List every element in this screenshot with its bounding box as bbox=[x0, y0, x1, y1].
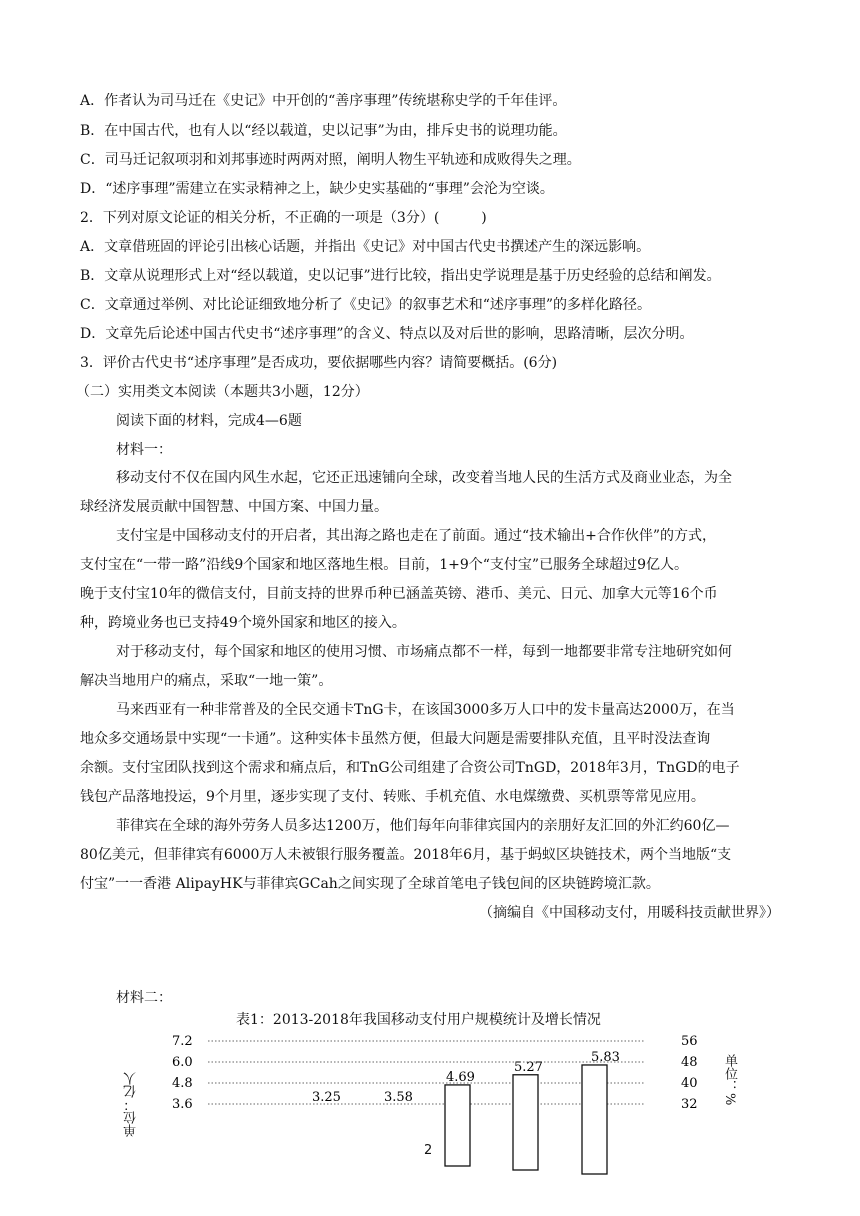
text-line: 马来西亚有一种非常普及的全民交通卡TnG卡，在该国3000多万人口中的发卡量高达2000万，在当 bbox=[116, 702, 735, 718]
y-axis-label-right: 单位：% bbox=[722, 1054, 737, 1106]
text-line: 支付宝是中国移动支付的开启者，其出海之路也走在了前面。通过“技术输出+合作伙伴”的方式， bbox=[116, 528, 717, 544]
data-label: 4.69 bbox=[446, 1069, 475, 1085]
bar bbox=[582, 1065, 607, 1174]
text-line: 球经济发展贡献中国智慧、中国方案、中国力量。 bbox=[80, 499, 388, 515]
y2-tick-label: 40 bbox=[681, 1076, 698, 1091]
y2-tick-label: 48 bbox=[681, 1055, 698, 1070]
y-tick-label: 7.2 bbox=[172, 1034, 193, 1049]
text-line: 余额。支付宝团队找到这个需求和痛点后，和TnG公司组建了合资公司TnGD，2018年3月，TnGD的电子 bbox=[80, 760, 740, 776]
y-axis-label-left: 单位：亿人 bbox=[124, 1072, 139, 1137]
text-line: 2．下列对原文论证的相关分析，不正确的一项是（3分）( ) bbox=[80, 210, 487, 226]
text-line: D．文章先后论述中国古代史书“述序事理”的含义、特点以及对后世的影响，思路清晰，层次分明。 bbox=[80, 326, 694, 342]
text-line: 材料一： bbox=[116, 442, 172, 458]
data-label: 3.25 bbox=[312, 1090, 341, 1105]
text-line: 钱包产品落地投运，9个月里，逐步实现了支付、转账、手机充值、水电煤缴费、买机票等常见应用。 bbox=[80, 789, 705, 805]
data-label: 5.27 bbox=[514, 1059, 543, 1075]
y-tick-label: 6.0 bbox=[172, 1055, 193, 1070]
text-line: A．作者认为司马迁在《史记》中开创的“善序事理”传统堪称史学的千年佳评。 bbox=[80, 93, 567, 109]
y-tick-label: 3.6 bbox=[172, 1097, 193, 1112]
text-line: 付宝”一一香港 AlipayHK与菲律宾GCah之间实现了全球首笔电子钱包间的区块链跨境汇款。 bbox=[80, 876, 660, 892]
text-line: （二）实用类文本阅读（本题共3小题，12分） bbox=[76, 384, 369, 400]
text-line: 材料二： bbox=[116, 990, 172, 1006]
text-line: 阅读下面的材料，完成4—6题 bbox=[116, 413, 302, 429]
text-line: 晚于支付宝10年的微信支付，目前支持的世界币种已涵盖英镑、港币、美元、日元、加拿大元等16个币 bbox=[80, 586, 718, 602]
text-line: 种，跨境业务也已支持49个境外国家和地区的接入。 bbox=[80, 615, 406, 631]
text-line: B．文章从说理形式上对“经以载道，史以记事”进行比较，指出史学说理是基于历史经验的总结和阐发。 bbox=[80, 268, 721, 284]
text-line: 3．评价古代史书“述序事理”是否成功，要依据哪些内容？请简要概括。(6分) bbox=[80, 355, 558, 371]
text-line: 对于移动支付，每个国家和地区的使用习惯、市场痛点都不一样，每到一地都要非常专注地研究如何 bbox=[116, 644, 732, 660]
text-line: D．“述序事理”需建立在实录精神之上，缺少史实基础的“事理”会沦为空谈。 bbox=[80, 181, 554, 197]
text-line: 解决当地用户的痛点，采取“一地一策”。 bbox=[80, 673, 333, 689]
page-number: 2 bbox=[424, 1143, 433, 1158]
text-line: A．文章借班固的评论引出核心话题，并指出《史记》对中国古代史书撰述产生的深远影响。 bbox=[80, 239, 651, 255]
bar bbox=[513, 1075, 538, 1170]
text-line: C．司马迁记叙项羽和刘邦事迹时两两对照，阐明人物生平轨迹和成败得失之理。 bbox=[80, 152, 581, 168]
text-line: 菲律宾在全球的海外劳务人员多达1200万，他们每年向菲律宾国内的亲朋好友汇回的外汇约60亿— bbox=[116, 818, 730, 834]
text-line: C．文章通过举例、对比论证细致地分析了《史记》的叙事艺术和“述序事理”的多样化路径。 bbox=[80, 297, 652, 313]
text-line: 地众多交通场景中实现“一卡通”。这种实体卡虽然方便，但最大问题是需要排队充值，且平时没法查询 bbox=[80, 731, 711, 747]
text-line: 移动支付不仅在国内风生水起，它还正迅速铺向全球，改变着当地人民的生活方式及商业业态，为全 bbox=[116, 470, 732, 486]
bar bbox=[445, 1085, 470, 1166]
data-label: 3.58 bbox=[384, 1090, 413, 1105]
text-line: B．在中国古代，也有人以“经以载道，史以记事”为由，排斥史书的说理功能。 bbox=[80, 123, 567, 139]
data-label: 5.83 bbox=[591, 1049, 620, 1065]
y2-tick-label: 32 bbox=[681, 1097, 698, 1112]
y-tick-label: 4.8 bbox=[172, 1076, 193, 1091]
text-line: 80亿美元，但菲律宾有6000万人未被银行服务覆盖。2018年6月，基于蚂蚁区块链技术，两个当地版“支 bbox=[80, 847, 732, 863]
text-line: （摘编自《中国移动支付，用暖科技贡献世界》） bbox=[479, 905, 780, 921]
chart-title: 表1：2013-2018年我国移动支付用户规模统计及增长情况 bbox=[236, 1012, 601, 1028]
text-line: 支付宝在“一带一路”沿线9个国家和地区落地生根。目前，1+9个“支付宝”已服务全球超过9亿人。 bbox=[80, 557, 688, 573]
y2-tick-label: 56 bbox=[681, 1034, 698, 1049]
